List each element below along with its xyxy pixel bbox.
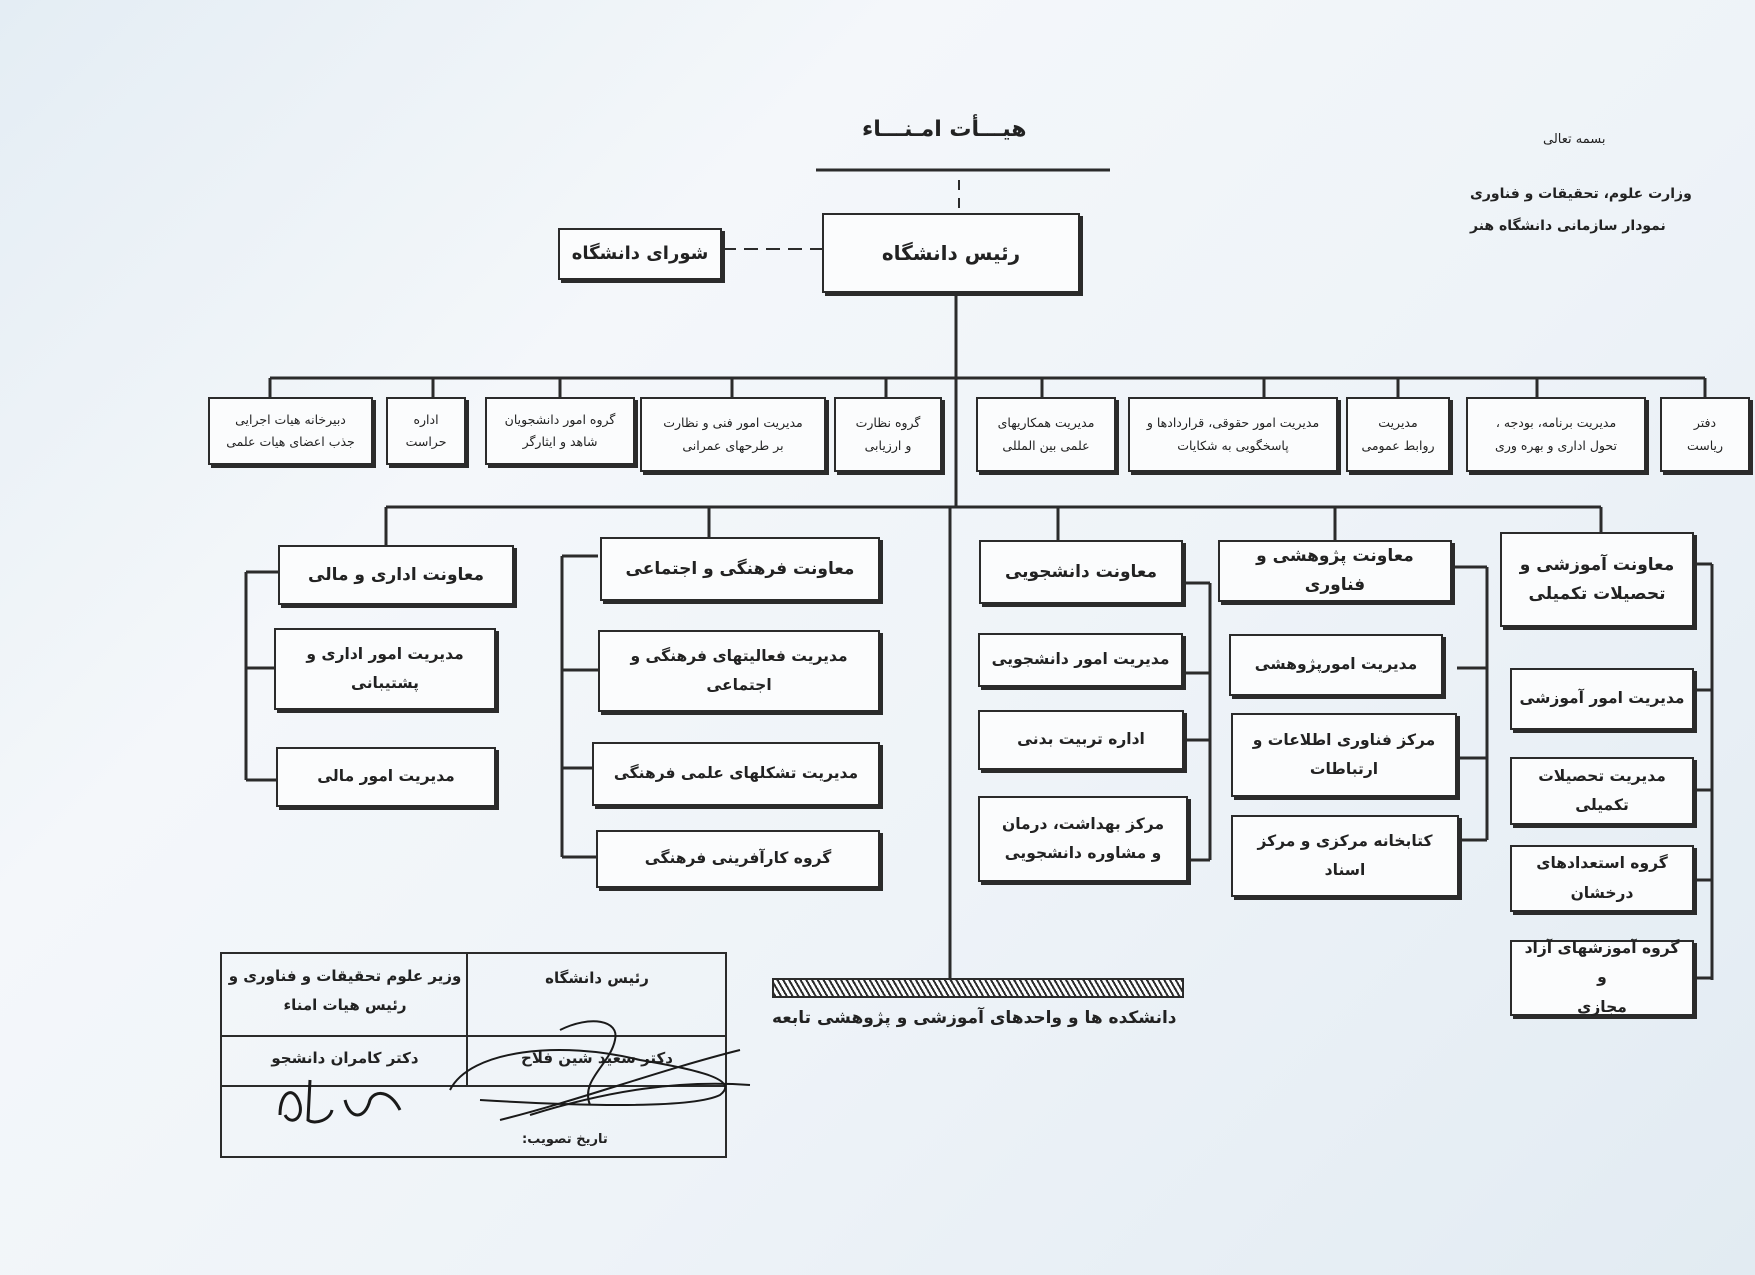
unit-line1: مدیریت تشکلهای علمی فرهنگی [613,764,859,783]
unit-line2: مجازی [1577,997,1627,1016]
staff-unit-technical [640,397,826,472]
deputy-title-line1: معاونت فرهنگی و اجتماعی [625,558,855,579]
unit-admin-support [274,628,496,710]
unit-research-affairs [1229,634,1443,696]
ministry-name: وزارت علوم، تحقیقات و فناوری [1470,186,1692,202]
deputy-student [979,540,1183,604]
unit-line1: مدیریت فعالیتهای فرهنگی و [630,646,848,665]
unit-line2: پشتیبانی [351,674,419,692]
minister-name: دکتر کامران دانشجو [271,1049,419,1067]
deputy-title-line1: معاونت اداری و مالی [308,564,485,585]
unit-line1: گروه کارآفرینی فرهنگی [644,849,832,868]
staff-unit-line2: شاهد و ایثارگر [522,434,598,449]
staff-unit-line2: پاسخگویی به شکایات [1177,437,1289,453]
staff-unit-line2: و ارزیابی [864,437,912,453]
staff-unit-international [976,397,1116,472]
minister-signature [270,1070,420,1130]
president-title: رئیس دانشگاه [545,969,649,987]
staff-unit-line2: حراست [405,434,447,449]
staff-unit-line1: گروه امور دانشجویان [504,411,616,427]
unit-ict-center [1231,713,1457,797]
unit-line1: گروه استعدادهای [1536,854,1668,873]
staff-unit-line1: گروه نظارت [855,415,921,430]
staff-unit-monitoring [834,397,942,472]
basmala: بسمه تعالی [1543,132,1606,147]
deputy-title-line1: معاونت پژوهشی و فناوری [1256,546,1414,595]
president-box [822,213,1080,293]
deputy-title-line2: تحصیلات تکمیلی [1528,583,1666,604]
faculties-bar [772,978,1184,998]
minister-title [226,962,464,1019]
unit-talents [1510,845,1694,912]
staff-unit-security [386,397,466,465]
staff-unit-line1: اداره [413,411,439,427]
unit-line2: اجتماعی [706,676,772,694]
staff-unit-line1: مدیریت همکاریهای [997,415,1095,430]
staff-unit-president-office [1660,397,1750,472]
board-of-trustees-label: هیـــأت امـنـــاء [862,117,1027,142]
unit-education-affairs [1510,668,1694,730]
staff-unit-line1: دبیرخانه هیات اجرایی [235,411,346,427]
unit-line1: مدیریت امور مالی [317,767,455,786]
staff-unit-line2: علمی بین المللی [1002,437,1090,453]
deputy-title-line1: معاونت آموزشی و [1519,554,1675,575]
president-name: دکتر سعید شین فلاح [521,1049,673,1067]
staff-unit-line1: مدیریت [1378,415,1418,430]
unit-student-affairs [978,633,1183,687]
unit-line1: مدیریت تحصیلات [1538,766,1666,785]
unit-scientific-associations [592,742,880,806]
staff-unit-legal [1128,397,1338,472]
unit-line1: مرکز بهداشت، درمان [1001,814,1165,833]
deputy-admin-finance [278,545,514,605]
staff-unit-line2: ریاست [1686,437,1724,453]
unit-virtual-education [1510,940,1694,1016]
unit-line2: اسناد [1324,861,1366,879]
approval-date-label: تاریخ تصویب: [522,1132,608,1147]
staff-unit-line2: بر طرحهای عمرانی [682,437,784,453]
unit-cultural-entrepreneurship [596,830,880,888]
staff-unit-line1: دفتر [1693,415,1717,430]
unit-financial-affairs [276,747,496,807]
council-box [558,228,722,280]
unit-physical-education [978,710,1184,770]
deputy-education [1500,532,1694,627]
unit-line1: مدیریت امور اداری و [306,644,464,663]
unit-line1: اداره تربیت بدنی [1017,730,1145,749]
unit-health-center [978,796,1188,882]
faculties-label: دانشکده ها و واحدهای آموزشی و پژوهشی تابعه [772,1008,1177,1028]
president-signature [440,1010,760,1130]
unit-line1: مدیریت امور آموزشی [1519,689,1685,708]
unit-line1: مرکز فناوری اطلاعات و [1252,730,1436,749]
staff-unit-line2: جذب اعضای هیات علمی [226,434,355,449]
staff-unit-martyr-students [485,397,635,465]
staff-unit-line2: روابط عمومی [1361,437,1435,453]
president-label: رئیس دانشگاه [881,241,1021,265]
staff-unit-public-relations [1346,397,1450,472]
staff-unit-line1: مدیریت امور حقوقی، قراردادها و [1146,415,1320,430]
council-label: شورای دانشگاه [571,242,709,264]
staff-unit-faculty-recruitment [208,397,373,465]
unit-graduate-studies [1510,757,1694,825]
minister-title-line1: وزیر علوم تحقیقات و فناوری و [228,967,462,985]
unit-central-library [1231,815,1459,897]
deputy-research [1218,540,1452,602]
staff-unit-line1: مدیریت امور فنی و نظارت [663,415,803,430]
unit-line1: مدیریت امور دانشجویی [991,650,1170,669]
minister-title-line2: رئیس هیات امناء [283,995,407,1014]
unit-line2: درخشان [1570,883,1634,902]
staff-unit-budget [1466,397,1646,472]
deputy-title-line1: معاونت دانشجویی [1004,561,1158,582]
unit-line1: گروه آموزشهای آزاد و [1524,938,1680,987]
unit-line2: ارتباطات [1309,760,1379,778]
chart-title: نمودار سازمانی دانشگاه هنر [1470,218,1666,234]
staff-unit-line2: تحول اداری و بهره وری [1495,437,1617,453]
unit-line2: و مشاوره دانشجویی [1004,844,1162,862]
unit-line1: مدیریت امورپژوهشی [1254,655,1418,674]
unit-line1: کتابخانه مرکزی و مرکز [1257,831,1433,850]
staff-unit-line1: مدیریت برنامه، بودجه ، [1495,415,1617,430]
deputy-cultural [600,537,880,601]
unit-line2: تکمیلی [1575,796,1629,814]
unit-cultural-activities [598,630,880,712]
